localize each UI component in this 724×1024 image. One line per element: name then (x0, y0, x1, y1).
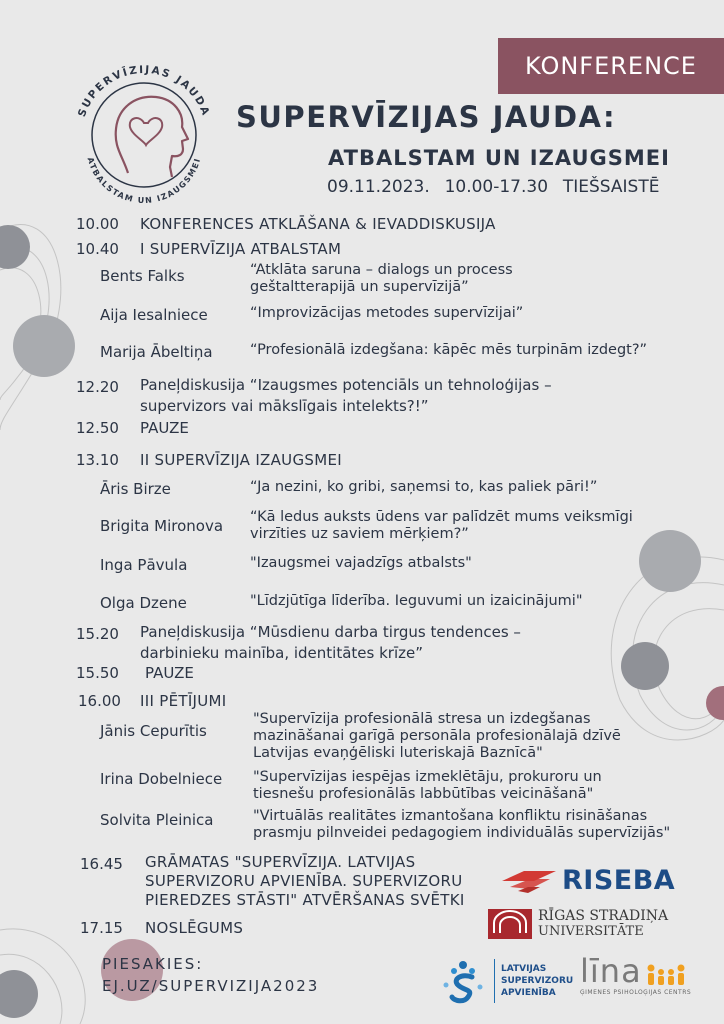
rsu-mark-icon (488, 909, 532, 939)
schedule-item (140, 622, 521, 664)
schedule-time: 16.45 (80, 855, 123, 873)
section-heading: III PĒTĪJUMI (140, 692, 227, 710)
rsu-line: RĪGAS STRADIŅA (538, 908, 669, 924)
talk-line: mazināšanai garīgā personāla profesionālajā dzīvē (253, 728, 621, 744)
speaker-name: Inga Pāvula (100, 556, 188, 574)
emblem-bottom-text: ATBALSTAM UN IZAUGSMEI (85, 156, 203, 206)
page-title: SUPERVĪZIJAS JAUDA: (236, 100, 617, 134)
rsu-line: UNIVERSITĀTE (538, 924, 644, 939)
schedule-item: PAUZE (145, 664, 194, 682)
lsa-line: SUPERVIZORU (501, 976, 574, 986)
lsa-mark-icon (438, 955, 488, 1007)
event-location: TIEŠSAISTĒ (562, 177, 660, 197)
lina-subtitle: ĢIMENES PSIHOLOĢIJAS CENTRS (580, 989, 692, 996)
speaker-name: Brigita Mironova (100, 517, 224, 535)
lsa-line: APVIENĪBA (501, 988, 556, 998)
lsa-logo (438, 955, 573, 1007)
talk-title: "Līdzjūtīga līderība. Ieguvumi un izaicinājumi" (250, 593, 583, 609)
speaker-name: Bents Falks (100, 267, 185, 285)
schedule-item: PAUZE (140, 419, 189, 437)
schedule-item (140, 375, 552, 417)
lina-text: līna (580, 952, 642, 990)
talk-title: "Izaugsmei vajadzīgs atbalsts" (250, 555, 472, 571)
talk-title (253, 769, 602, 803)
signup-block (102, 953, 319, 997)
schedule-item (145, 853, 465, 910)
talk-title (250, 262, 513, 296)
talk-line: "Virtuālās realitātes izmantošana konfliktu risināšanas (253, 808, 648, 824)
talk-line: prasmju pilnveidei pedagogiem individuālās supervīzijās" (253, 825, 671, 841)
talk-title (253, 808, 670, 842)
section-heading: I SUPERVĪZIJA ATBALSTAM (140, 240, 342, 258)
date-line (327, 177, 659, 197)
conference-badge: KONFERENCE (498, 38, 724, 94)
rsu-logo (488, 908, 668, 940)
schedule-time: 15.20 (76, 625, 119, 643)
speaker-name: Solvita Pleinica (100, 811, 214, 829)
schedule-line: Paneļdiskusija “Mūsdienu darba tirgus tendences – (140, 623, 521, 641)
svg-text:ATBALSTAM UN IZAUGSMEI (86, 156, 203, 205)
decor-circle (639, 530, 701, 592)
speaker-name: Aija Iesalniece (100, 306, 208, 324)
decor-circle (0, 225, 30, 269)
schedule-time: 12.20 (76, 378, 119, 396)
page-subtitle: ATBALSTAM UN IZAUGSMEI (328, 146, 670, 170)
speaker-name: Irina Dobelniece (100, 770, 223, 788)
signup-label: PIESAKIES: (102, 955, 204, 973)
talk-line: Latvijas evaņģēliski luteriskajā Baznīcā" (253, 745, 543, 761)
schedule-item: KONFERENCES ATKLĀŠANA & IEVADDISKUSIJA (140, 215, 496, 233)
talk-title: “Profesionālā izdegšana: kāpēc mēs turpinām izdegt?” (250, 342, 648, 358)
schedule-line: GRĀMATAS "SUPERVĪZIJA. LATVIJAS (145, 853, 416, 871)
talk-line: tiesnešu profesionālās labbūtības veicināšanā" (253, 786, 594, 802)
speaker-name: Jānis Cepurītis (100, 722, 207, 740)
talk-title (253, 711, 621, 762)
lsa-line: LATVIJAS (501, 964, 547, 974)
schedule-time: 17.15 (80, 919, 123, 937)
decor-circle (621, 642, 669, 690)
emblem-top-text: SUPERVĪZIJAS JAUDA (75, 63, 213, 119)
section-heading: II SUPERVĪZIJA IZAUGSMEI (140, 451, 342, 469)
talk-title: “Improvizācijas metodes supervīzijai” (250, 305, 524, 321)
riseba-mark-icon (500, 867, 558, 893)
riseba-logo (500, 864, 690, 896)
schedule-line: supervizors vai mākslīgais intelekts?!” (140, 397, 429, 415)
schedule-time: 10.00 (76, 215, 119, 233)
decor-circle (13, 315, 75, 377)
riseba-text: RISEBA (562, 864, 676, 896)
schedule-time: 15.50 (76, 664, 119, 682)
talk-line: virzīties uz saviem mērķiem?” (250, 526, 469, 542)
talk-title (250, 509, 633, 543)
schedule-line: darbinieku mainība, identitātes krīze” (140, 644, 424, 662)
talk-line: "Supervīzijas iespējas izmeklētāju, prokuroru un (253, 769, 602, 785)
family-icon (646, 963, 686, 987)
schedule-time: 10.40 (76, 240, 119, 258)
schedule-time: 13.10 (76, 451, 119, 469)
speaker-name: Āris Birze (100, 480, 171, 498)
conference-emblem (62, 55, 227, 215)
schedule-time: 12.50 (76, 419, 119, 437)
schedule-item: NOSLĒGUMS (145, 919, 244, 937)
heart-icon (130, 118, 162, 145)
talk-title: “Ja nezini, ko gribi, saņemsi to, kas paliek pāri!” (250, 479, 598, 495)
speaker-name: Olga Dzene (100, 594, 187, 612)
svg-text:SUPERVĪZIJAS JAUDA (76, 64, 212, 119)
talk-line: “Kā ledus auksts ūdens var palīdzēt mums veiksmīgi (250, 509, 633, 525)
event-date: 09.11.2023. (327, 177, 430, 197)
signup-link[interactable]: EJ.UZ/SUPERVIZIJA2023 (102, 977, 320, 995)
talk-line: “Atklāta saruna – dialogs un process (250, 262, 513, 278)
speaker-name: Marija Ābeltiņa (100, 343, 213, 361)
talk-line: "Supervīzija profesionālā stresa un izdegšanas (253, 711, 591, 727)
schedule-line: PIEREDZES STĀSTI" ATVĒRŠANAS SVĒTKI (145, 891, 465, 909)
schedule-line: Paneļdiskusija “Izaugsmes potenciāls un tehnoloģijas – (140, 376, 552, 394)
schedule-line: SUPERVIZORU APVIENĪBA. SUPERVIZORU (145, 872, 463, 890)
event-time: 10.00-17.30 (444, 177, 549, 197)
schedule-time: 16.00 (78, 692, 121, 710)
decor-circle (0, 970, 38, 1018)
talk-line: geštaltterapijā un supervīzijā” (250, 279, 469, 295)
lina-logo (580, 952, 692, 996)
